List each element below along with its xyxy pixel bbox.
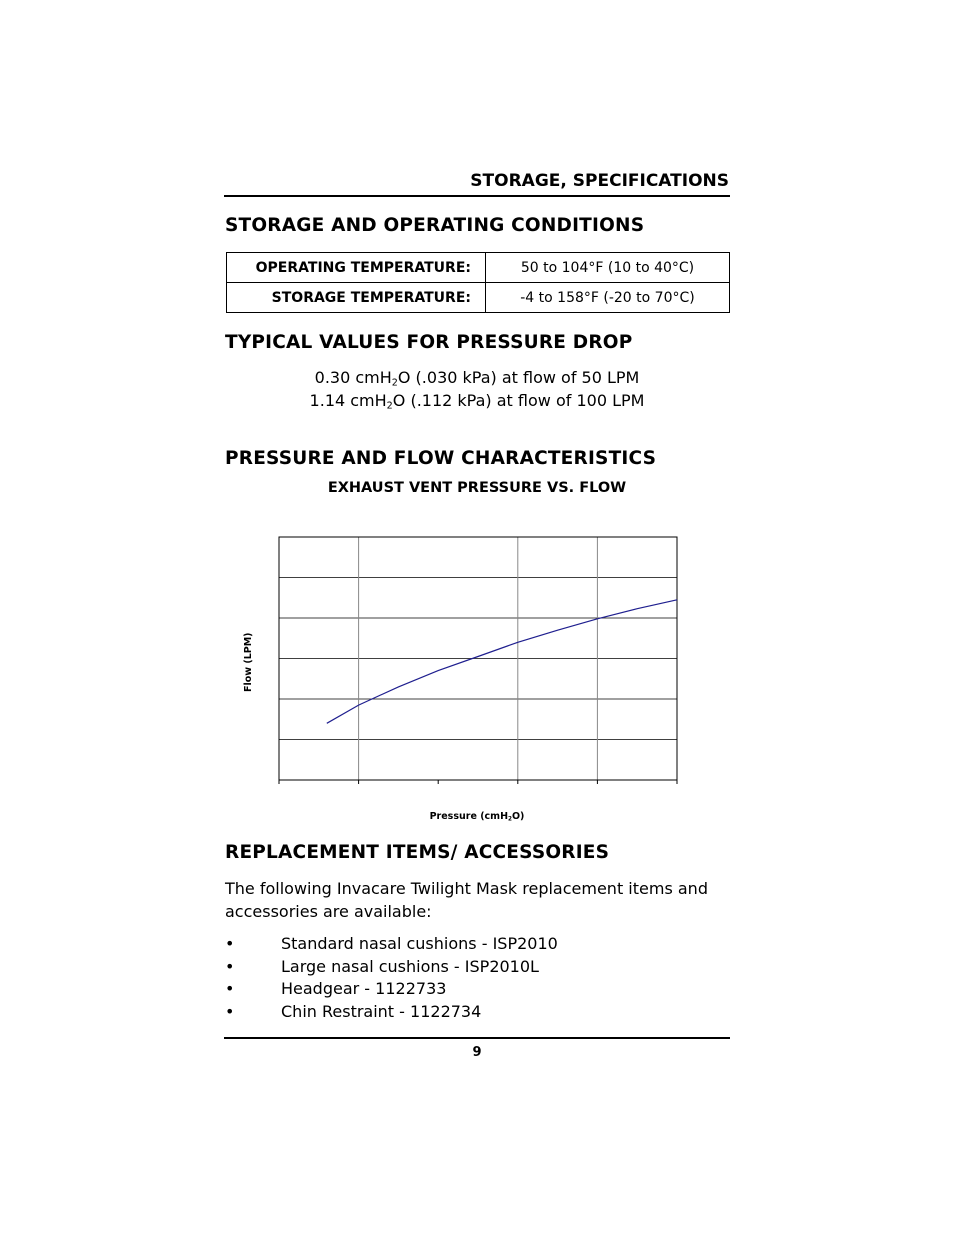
condition-value: -4 to 158°F (-20 to 70°C): [486, 283, 730, 313]
pressure-drop-line-2: 1.14 cmH$_2$O (.112 kPa) at flow of 100 LPM: [309, 391, 645, 412]
condition-value: 50 to 104°F (10 to 40°C): [486, 253, 730, 283]
x-axis-label: Pressure (cmH$_2$O): [429, 811, 525, 823]
flow-chart: [270, 530, 690, 790]
section-title-pressure-drop: TYPICAL VALUES FOR PRESSURE DROP: [225, 332, 633, 353]
list-item: Headgear - 1122733: [281, 979, 447, 998]
section-title-flow: PRESSURE AND FLOW CHARACTERISTICS: [225, 448, 657, 469]
bullet: •: [225, 1002, 235, 1021]
list-item: Chin Restraint - 1122734: [281, 1002, 482, 1021]
condition-label: OPERATING TEMPERATURE:: [227, 253, 486, 283]
condition-label: STORAGE TEMPERATURE:: [227, 283, 486, 313]
bullet: •: [225, 957, 235, 976]
header-rule: [224, 195, 730, 197]
chart-title: EXHAUST VENT PRESSURE VS. FLOW: [327, 480, 627, 496]
section-title-storage: STORAGE AND OPERATING CONDITIONS: [225, 215, 645, 236]
section-title-replacement: REPLACEMENT ITEMS/ ACCESSORIES: [225, 842, 610, 863]
chart-grid: [279, 537, 677, 784]
running-header: STORAGE, SPECIFICATIONS: [470, 171, 729, 191]
table-row: [227, 253, 730, 283]
pressure-drop-line-1: 0.30 cmH$_2$O (.030 kPa) at flow of 50 LPM: [314, 368, 640, 389]
table-row: [227, 283, 730, 313]
list-item: Large nasal cushions - ISP2010L: [281, 957, 539, 976]
y-axis-label: Flow (LPM): [243, 632, 254, 692]
footer-rule: [224, 1037, 730, 1039]
bullet: •: [225, 979, 235, 998]
conditions-table: [226, 252, 730, 313]
list-item: Standard nasal cushions - ISP2010: [281, 934, 558, 953]
page-number: 9: [472, 1045, 482, 1060]
replacement-intro: The following Invacare Twilight Mask replacement items and accessories are available:: [225, 879, 708, 921]
bullet: •: [225, 934, 235, 953]
